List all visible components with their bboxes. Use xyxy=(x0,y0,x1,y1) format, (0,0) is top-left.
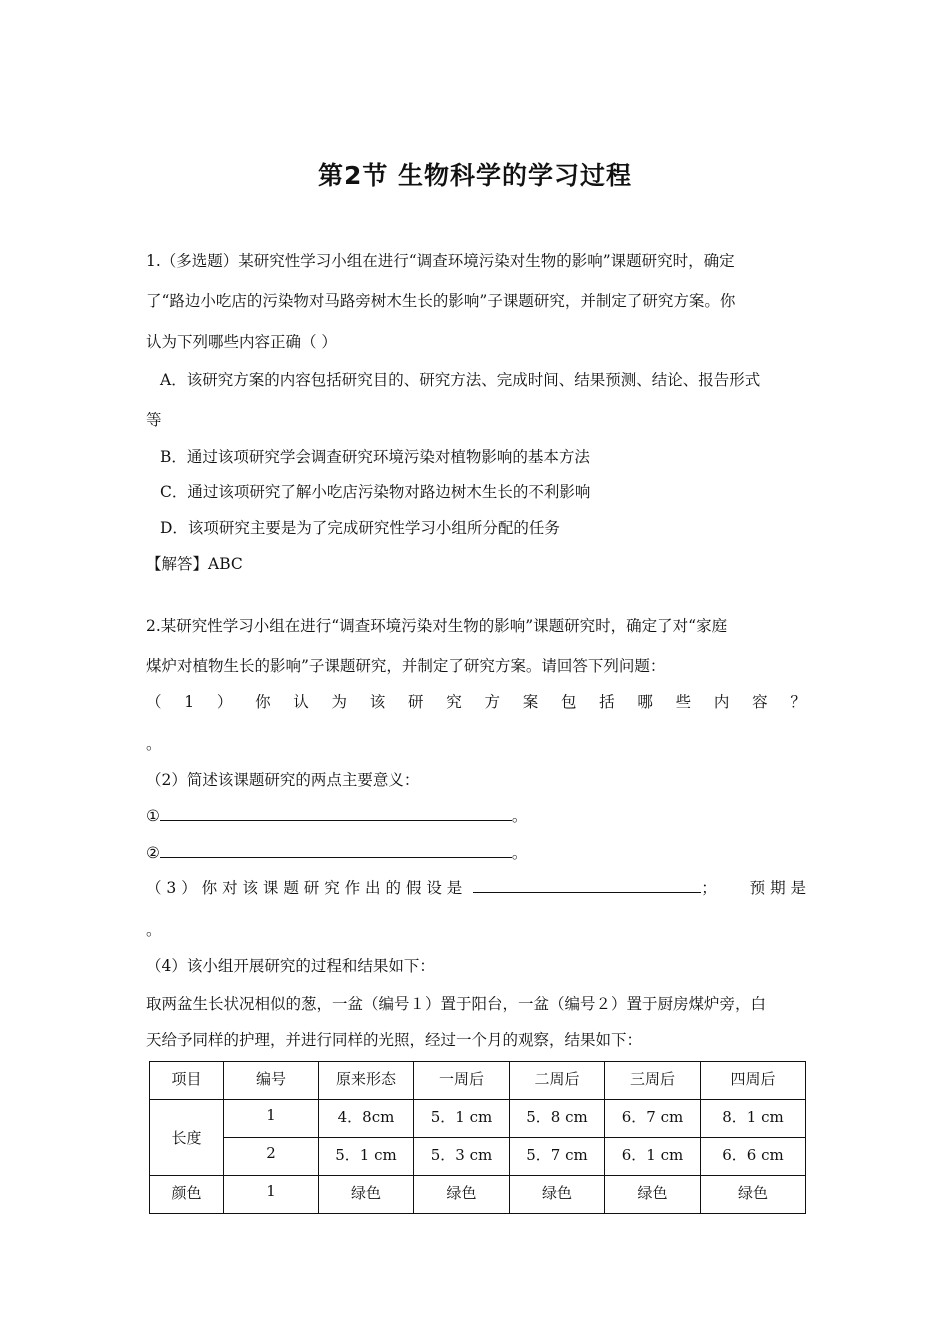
results-table xyxy=(149,1061,806,1214)
q1-option-c: C．通过该项研究了解小吃店污染物对路边树木生长的不利影响 xyxy=(160,483,591,501)
sub3-hypothesis-label: （ 3 ） 你 对 该 课 题 研 究 作 出 的 假 设 是 xyxy=(146,879,463,897)
q1-option-d: D．该项研究主要是为了完成研究性学习小组所分配的任务 xyxy=(160,519,560,537)
table-cell: 4．8cm xyxy=(319,1100,414,1138)
answer-blank-1[interactable] xyxy=(160,806,512,821)
table-header-cell: 三周后 xyxy=(605,1062,701,1100)
table-cell: 1 xyxy=(224,1100,319,1138)
sub1-char: 容 xyxy=(752,693,768,711)
sub1-char: 研 xyxy=(408,693,424,711)
sub1-char: 些 xyxy=(675,693,692,711)
table-cell: 6．1 cm xyxy=(605,1138,701,1176)
q1-stem-line3: 认为下列哪些内容正确（ ） xyxy=(146,333,337,351)
table-cell: 绿色 xyxy=(414,1176,510,1214)
table-cell: 1 xyxy=(224,1176,319,1214)
sub1-char: 括 xyxy=(599,693,615,711)
table-cell: 绿色 xyxy=(510,1176,605,1214)
sub1-char: （ xyxy=(146,693,162,711)
q2-procedure-line1: 取两盆生长状况相似的葱，一盆（编号１）置于阳台，一盆（编号２）置于厨房煤炉旁，白 xyxy=(146,995,767,1013)
sub1-char: ？ xyxy=(790,693,806,711)
table-cell: 6．7 cm xyxy=(605,1100,701,1138)
q2-sub4: （4）该小组开展研究的过程和结果如下： xyxy=(146,957,435,975)
circle-two-marker: ② xyxy=(146,844,160,862)
q2-sub2: （2）简述该课题研究的两点主要意义： xyxy=(146,771,420,789)
table-row xyxy=(150,1138,806,1176)
q2-procedure-line2: 天给予同样的护理，并进行同样的光照，经过一个月的观察，结果如下： xyxy=(146,1031,643,1049)
hypothesis-blank[interactable] xyxy=(473,878,701,893)
table-cell: 8．1 cm xyxy=(701,1100,806,1138)
sub1-char: 案 xyxy=(522,693,539,711)
sub1-char: 该 xyxy=(369,693,386,711)
q1-option-a-line2: 等 xyxy=(146,411,162,429)
q2-sub2-blank-1 xyxy=(146,806,527,826)
color-label-cell: 颜色 xyxy=(150,1176,224,1214)
q1-option-a-line1: A．该研究方案的内容包括研究目的、研究方法、完成时间、结果预测、结论、报告形式 xyxy=(160,371,761,389)
sub1-char: 究 xyxy=(446,693,462,711)
sub1-char: 包 xyxy=(560,693,577,711)
sub1-period: 。 xyxy=(146,735,162,753)
table-cell: 5．1 cm xyxy=(414,1100,510,1138)
sub1-char: 哪 xyxy=(637,693,653,711)
q2-sub1-question xyxy=(146,692,806,712)
table-cell: 5．1 cm xyxy=(319,1138,414,1176)
table-header-cell: 编号 xyxy=(224,1062,319,1100)
blank-2-period: 。 xyxy=(511,844,528,862)
table-cell: 5．7 cm xyxy=(510,1138,605,1176)
q2-sub3 xyxy=(146,878,806,898)
sub1-char: 认 xyxy=(293,693,309,711)
table-header-cell: 原来形态 xyxy=(319,1062,414,1100)
table-cell: 2 xyxy=(224,1138,319,1176)
sub3-prediction-label: 预 期 是 xyxy=(749,879,806,897)
sub3-separator: ； xyxy=(701,879,717,897)
page-title: 第2节 生物科学的学习过程 xyxy=(317,161,633,190)
q1-stem-line2: 了“路边小吃店的污染物对马路旁树木生长的影响”子课题研究，并制定了研究方案。你 xyxy=(146,292,736,310)
answer-blank-2[interactable] xyxy=(160,843,512,858)
table-cell: 绿色 xyxy=(701,1176,806,1214)
sub1-char: ） xyxy=(216,693,233,711)
table-row xyxy=(150,1176,806,1214)
sub1-char: 1 xyxy=(184,693,195,711)
table-cell: 绿色 xyxy=(605,1176,701,1214)
q2-stem-line2: 煤炉对植物生长的影响”子课题研究，并制定了研究方案。请回答下列问题： xyxy=(146,657,666,675)
table-cell: 5．8 cm xyxy=(510,1100,605,1138)
table-header-cell: 四周后 xyxy=(701,1062,806,1100)
table-cell: 绿色 xyxy=(319,1176,414,1214)
blank-1-period: 。 xyxy=(511,807,528,825)
table-cell: 5．3 cm xyxy=(414,1138,510,1176)
sub1-char: 为 xyxy=(331,693,348,711)
length-label-cell: 长度 xyxy=(150,1100,224,1176)
sub1-char: 内 xyxy=(713,693,730,711)
table-header-cell: 一周后 xyxy=(414,1062,510,1100)
table-header-cell: 项目 xyxy=(150,1062,224,1100)
table-header-cell: 二周后 xyxy=(510,1062,605,1100)
q1-stem-line1: 1.（多选题）某研究性学习小组在进行“调查环境污染对生物的影响”课题研究时，确定 xyxy=(146,252,735,270)
q2-sub2-blank-2 xyxy=(146,843,527,863)
sub3-period: 。 xyxy=(146,921,162,939)
q1-answer: 【解答】ABC xyxy=(146,555,243,573)
sub1-char: 方 xyxy=(484,693,500,711)
sub1-char: 你 xyxy=(255,693,271,711)
table-row xyxy=(150,1100,806,1138)
table-header-row xyxy=(150,1062,806,1100)
circle-one-marker: ① xyxy=(146,807,160,825)
table-cell: 6．6 cm xyxy=(701,1138,806,1176)
q2-stem-line1: 2.某研究性学习小组在进行“调查环境污染对生物的影响”课题研究时，确定了对“家庭 xyxy=(146,617,728,635)
q1-option-b: B．通过该项研究学会调查研究环境污染对植物影响的基本方法 xyxy=(160,448,590,466)
